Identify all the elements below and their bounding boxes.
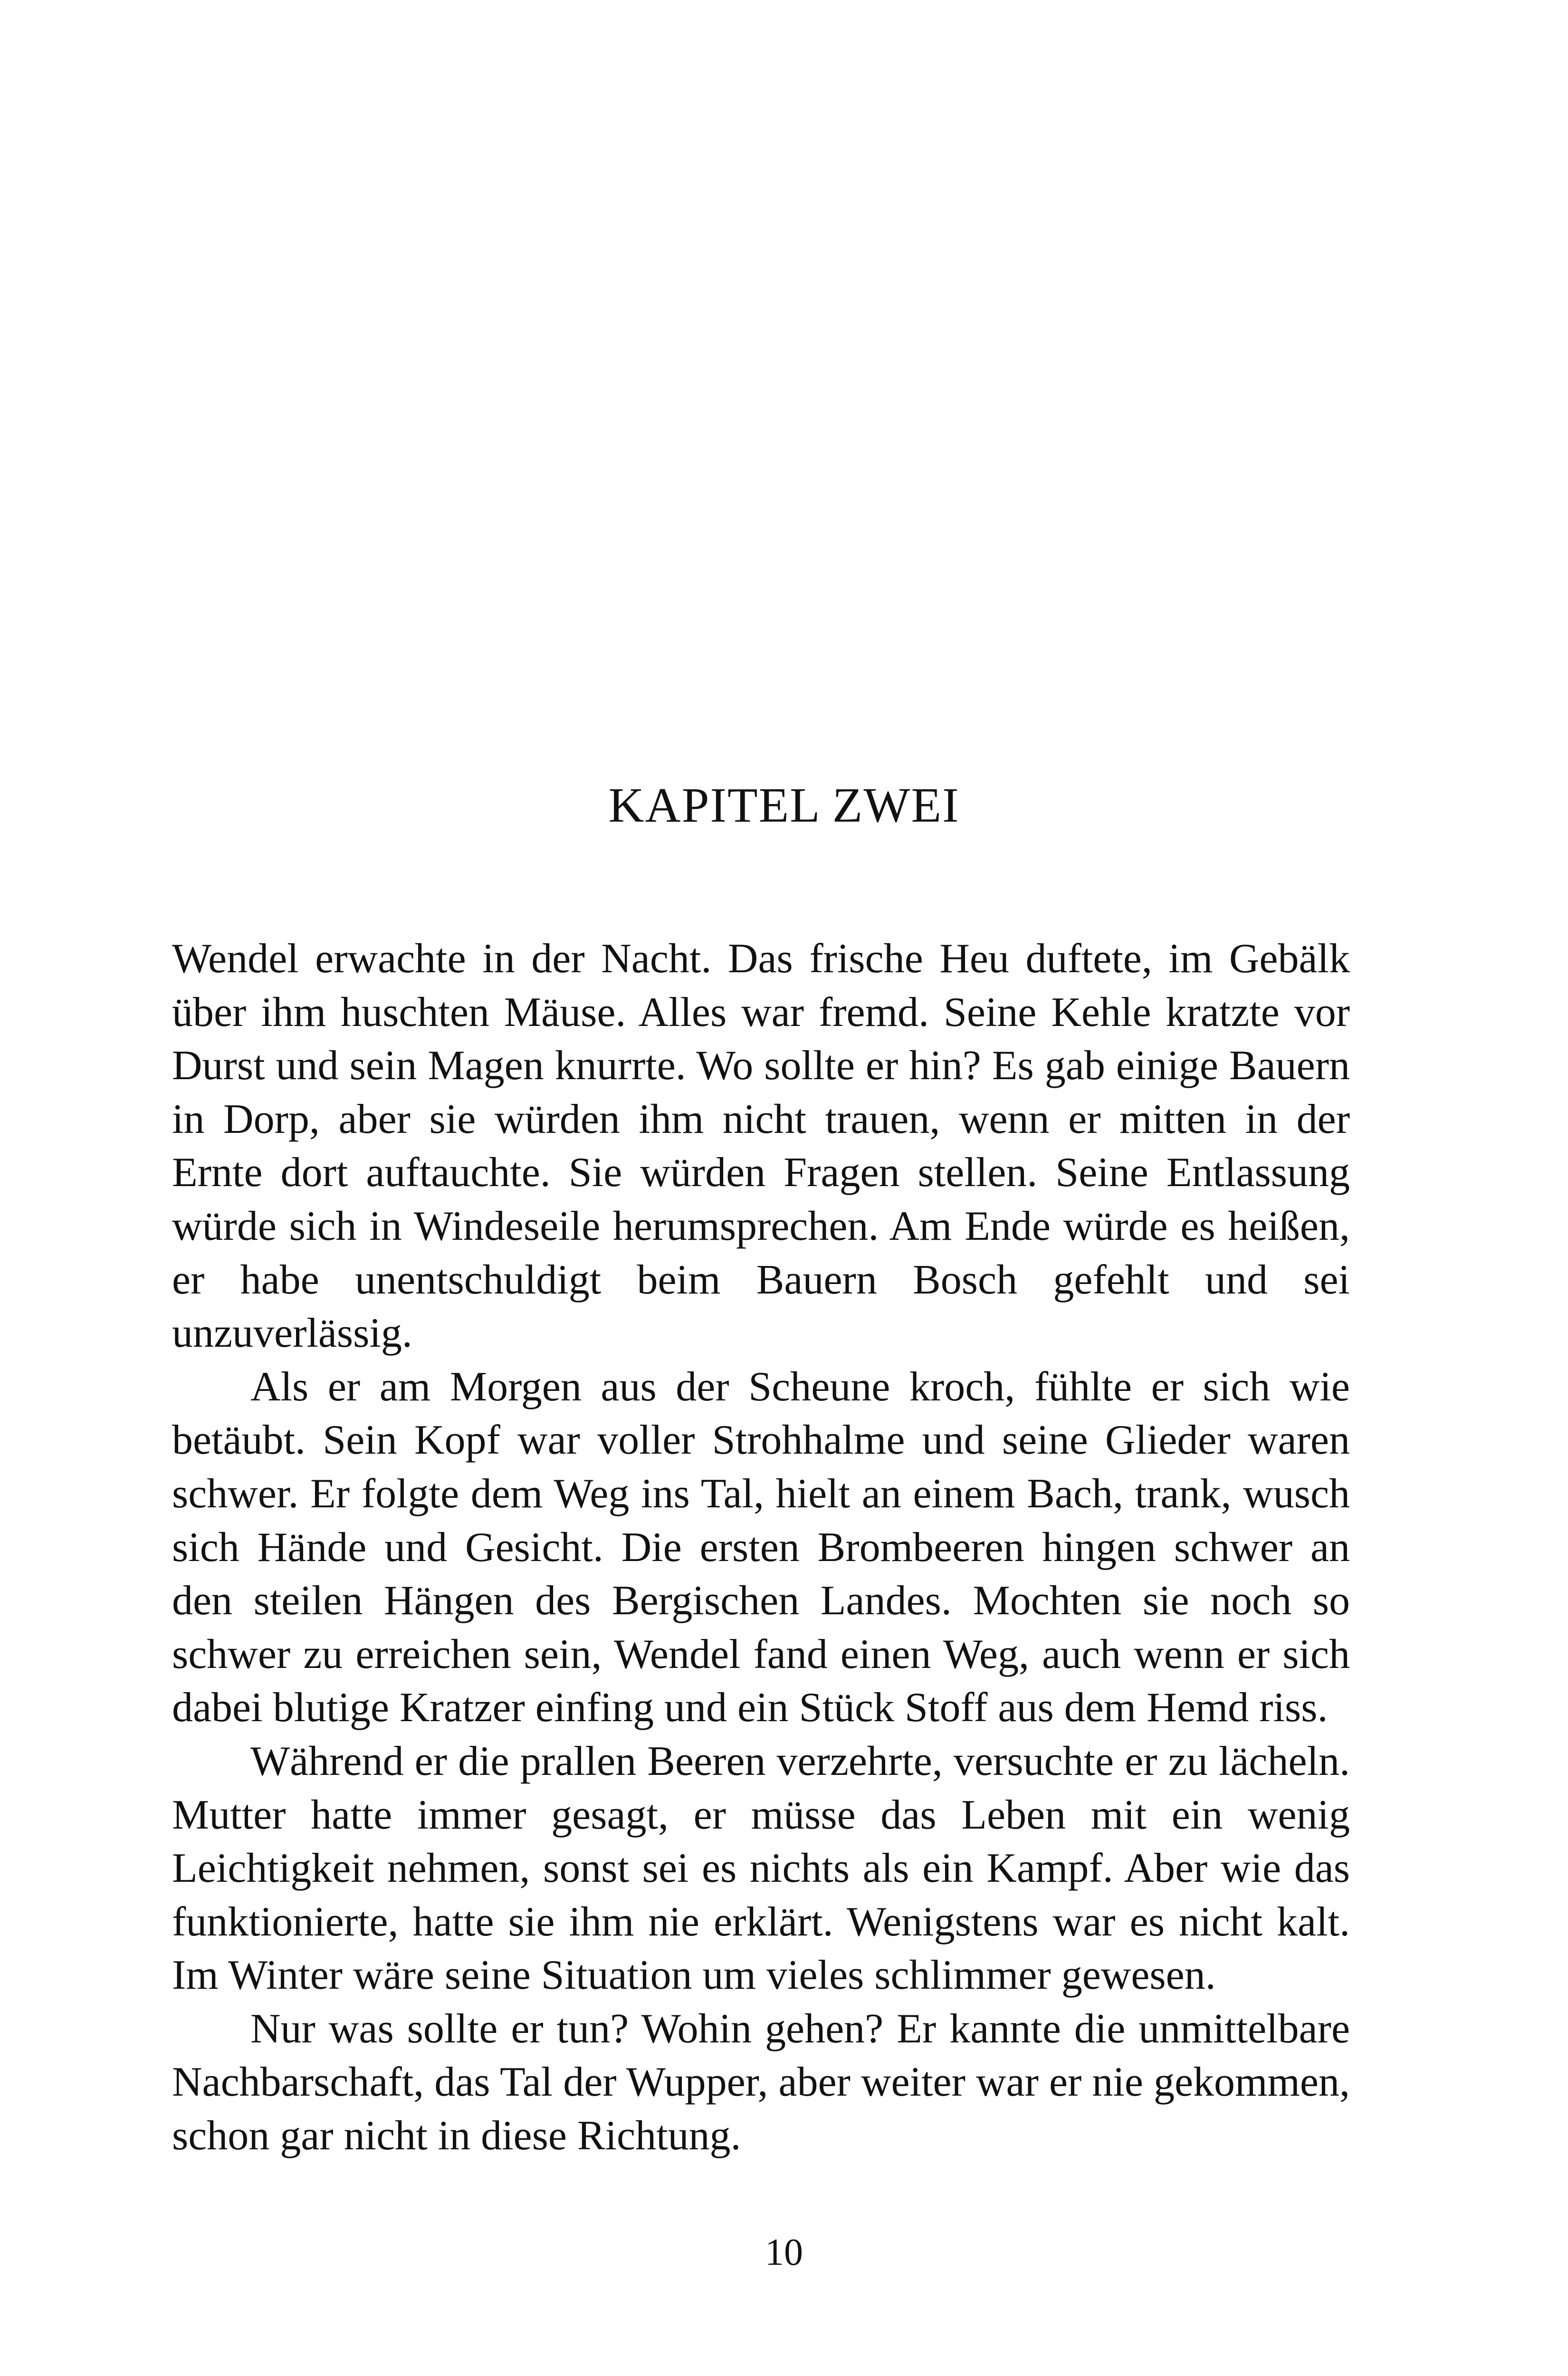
page-number: 10: [765, 2232, 803, 2273]
body-text: [172, 932, 1350, 2163]
paragraph-2: Als er am Morgen aus der Scheune kroch, fühlte er sich wie betäubt. Sein Kopf war voller Strohhalme und seine Glieder waren schwer. Er folgte dem Weg ins Tal, hielt an einem Bach, trank, wusch sich Hände und Gesicht. Die ersten Brombeeren hingen schwer an den steilen Hängen des Bergischen Landes. Mochten sie noch so schwer zu erreichen sein, Wendel fand einen Weg, auch wenn er sich dabei blutige Kratzer einfing und ein Stück Stoff aus dem Hemd riss.: [172, 1363, 1350, 1731]
chapter-title: KAPITEL ZWEI: [608, 778, 960, 833]
paragraph-3: Während er die prallen Beeren verzehrte, versuchte er zu lächeln. Mutter hatte immer gesagt, er müsse das Leben mit ein wenig Leichtigkeit nehmen, sonst sei es nichts als ein Kampf. Aber wie das funktionierte, hatte sie ihm nie erklärt. Wenigstens war es nicht kalt. Im Winter wäre seine Situation um vieles schlimmer gewesen.: [172, 1738, 1350, 1999]
paragraph-1: Wendel erwachte in der Nacht. Das frische Heu duftete, im Gebälk über ihm huschten Mäuse. Alles war fremd. Seine Kehle kratzte vor Durst und sein Magen knurrte. Wo sollte er hin? Es gab einige Bauern in Dorp, aber sie würden ihm nicht trauen, wenn er mitten in der Ernte dort auftauchte. Sie würden Fragen stellen. Seine Entlassung würde sich in Windeseile herumsprechen. Am Ende würde es heißen, er habe unentschuldigt beim Bauern Bosch gefehlt und sei unzuverlässig.: [172, 936, 1350, 1357]
paragraph-4: Nur was sollte er tun? Wohin gehen? Er kannte die unmittelbare Nachbarschaft, das Tal der Wupper, aber weiter war er nie gekommen, schon gar nicht in diese Richtung.: [172, 2005, 1350, 2159]
